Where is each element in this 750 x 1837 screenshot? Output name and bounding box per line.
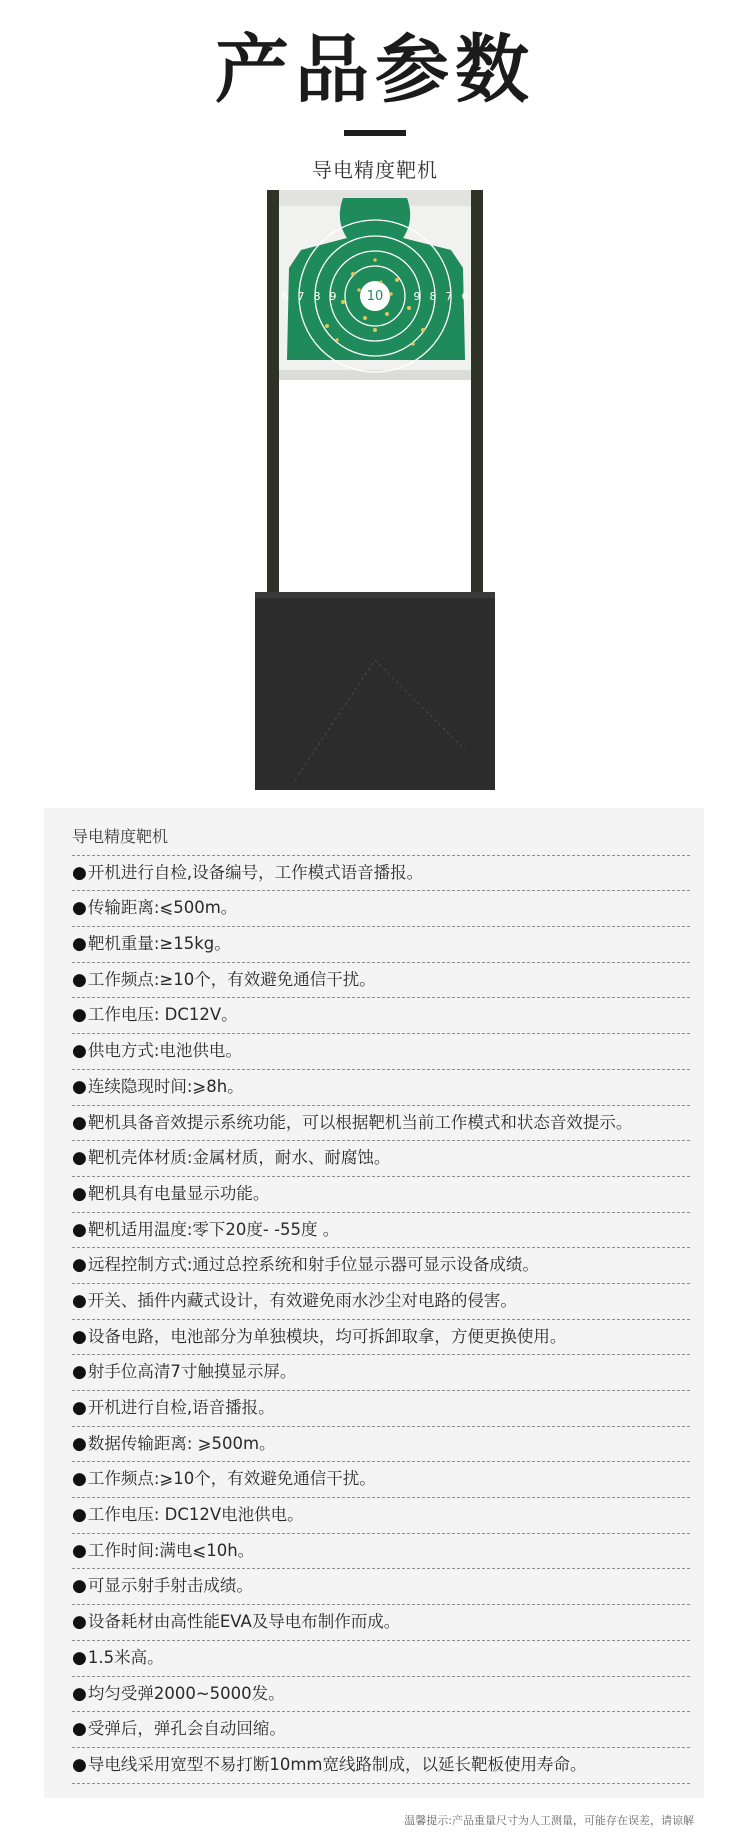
spec-text: 设备电路，电池部分为单独模块，均可拆卸取拿，方便更换使用。: [87, 1326, 567, 1346]
spec-text: 均匀受弹2000~5000发。: [87, 1683, 285, 1703]
bullet-icon: ●: [72, 1255, 87, 1276]
spec-text: 工作电压: DC12V电池供电。: [87, 1505, 304, 1525]
spec-text: 设备耗材由高性能EVA及导电布制作而成。: [87, 1612, 401, 1632]
spec-item: [72, 927, 690, 963]
spec-text: 受弹后，弹孔会自动回缩。: [87, 1719, 286, 1739]
ring-number: 8: [429, 290, 437, 303]
spec-item: [72, 1034, 690, 1070]
spec-item: [72, 1391, 690, 1427]
spec-item: [72, 1534, 690, 1570]
spec-item: [72, 1641, 690, 1677]
bullet-icon: ●: [72, 1076, 87, 1097]
right-post: [471, 190, 483, 602]
product-image: [255, 190, 495, 790]
left-post: [267, 190, 279, 602]
spec-text: 供电方式:电池供电。: [87, 1041, 242, 1061]
spec-item: [72, 1141, 690, 1177]
spec-item: [72, 1427, 690, 1463]
bullet-icon: ●: [72, 1754, 87, 1775]
ring-number: 10: [366, 289, 384, 304]
spec-text: 靶机具有电量显示功能。: [87, 1183, 270, 1203]
bullet-icon: ●: [72, 862, 87, 883]
spec-item: [72, 1569, 690, 1605]
ring-number: 8: [313, 290, 321, 303]
ring-number: 7: [297, 290, 305, 303]
bullet-icon: ●: [72, 1469, 87, 1490]
bullet-icon: ●: [72, 1041, 87, 1062]
spec-header: 导电精度靶机: [72, 820, 690, 856]
spec-item: [72, 1712, 690, 1748]
spec-item: [72, 1248, 690, 1284]
spec-item: [72, 998, 690, 1034]
bullet-icon: ●: [72, 898, 87, 919]
bullet-icon: ●: [72, 1398, 87, 1418]
bullet-icon: ●: [72, 934, 87, 955]
title-underline: [344, 130, 406, 136]
bullet-icon: ●: [72, 1612, 87, 1633]
spec-item: [72, 1677, 690, 1713]
spec-panel: [44, 808, 704, 1798]
spec-text: 工作时间:满电⩽10h。: [87, 1540, 255, 1560]
bullet-icon: ●: [72, 1290, 87, 1311]
spec-text: 开机进行自检,设备编号，工作模式语音播报。: [87, 862, 424, 882]
spec-text: 传输距离:⩽500m。: [87, 898, 238, 918]
spec-text: 远程控制方式:通过总控系统和射手位显示器可显示设备成绩。: [87, 1255, 539, 1275]
bullet-icon: ●: [72, 969, 87, 990]
spec-text: 靶机具备音效提示系统功能，可以根据靶机当前工作模式和状态音效提示。: [87, 1112, 633, 1132]
spec-text: 靶机壳体材质:金属材质，耐水、耐腐蚀。: [87, 1148, 391, 1168]
spec-item: [72, 1355, 690, 1391]
spec-item: [72, 1748, 690, 1784]
page-title: 产品参数: [215, 27, 535, 113]
product-subtitle: 导电精度靶机: [312, 158, 438, 182]
bullet-icon: ●: [72, 1005, 87, 1026]
footer-note: 温馨提示:产品重量尺寸为人工测量，可能存在误差，请谅解: [404, 1814, 694, 1827]
spec-text: 1.5米高。: [87, 1647, 164, 1667]
spec-text: 靶机适用温度:零下20度- -55度 。: [87, 1219, 340, 1239]
spec-text: 工作电压: DC12V。: [87, 1005, 238, 1025]
bullet-icon: ●: [72, 1540, 87, 1561]
spec-text: 工作频点:≥10个，有效避免通信干扰。: [87, 969, 376, 989]
base-box: [255, 592, 495, 790]
spec-item: [72, 1213, 690, 1249]
ring-number: 9: [413, 290, 421, 303]
bullet-icon: ●: [72, 1647, 87, 1668]
spec-item: [72, 1177, 690, 1213]
spec-text: 靶机重量:≥15kg。: [87, 934, 231, 954]
bullet-icon: ●: [72, 1719, 87, 1740]
spec-item: [72, 1320, 690, 1356]
spec-text: 开关、插件内藏式设计，有效避免雨水沙尘对电路的侵害。: [87, 1290, 517, 1310]
bullet-icon: ●: [72, 1112, 87, 1133]
spec-text: 可显示射手射击成绩。: [87, 1576, 253, 1596]
ring-number: 7: [445, 290, 453, 303]
spec-text: 导电线采用宽型不易打断10mm宽线路制成，以延长靶板使用寿命。: [87, 1754, 587, 1774]
bullet-icon: ●: [72, 1505, 87, 1526]
spec-item: [72, 1498, 690, 1534]
spec-item: [72, 963, 690, 999]
spec-text: 射手位高清7寸触摸显示屏。: [87, 1362, 297, 1382]
bullet-icon: ●: [72, 1148, 87, 1169]
bullet-icon: ●: [72, 1362, 87, 1383]
spec-text: 开机进行自检,语音播报。: [87, 1398, 275, 1417]
spec-item: [72, 1462, 690, 1498]
spec-item: [72, 1284, 690, 1320]
spec-item: [72, 1070, 690, 1106]
spec-text: 工作频点:⩾10个，有效避免通信干扰。: [87, 1469, 376, 1489]
spec-text: 数据传输距离: ⩾500m。: [87, 1433, 276, 1453]
spec-item: [72, 1106, 690, 1142]
spec-text: 连续隐现时间:⩾8h。: [87, 1076, 244, 1096]
ring-number: 6: [281, 290, 289, 303]
spec-item: [72, 856, 690, 892]
bullet-icon: ●: [72, 1683, 87, 1704]
bullet-icon: ●: [72, 1433, 87, 1454]
bullet-icon: ●: [72, 1183, 87, 1204]
ring-number: 9: [329, 290, 337, 303]
bullet-icon: ●: [72, 1326, 87, 1347]
spec-item: [72, 1605, 690, 1641]
ring-number: 6: [461, 290, 469, 303]
bullet-icon: ●: [72, 1576, 87, 1597]
spec-item: [72, 891, 690, 927]
bullet-icon: ●: [72, 1219, 87, 1240]
spec-list: [72, 820, 690, 1784]
